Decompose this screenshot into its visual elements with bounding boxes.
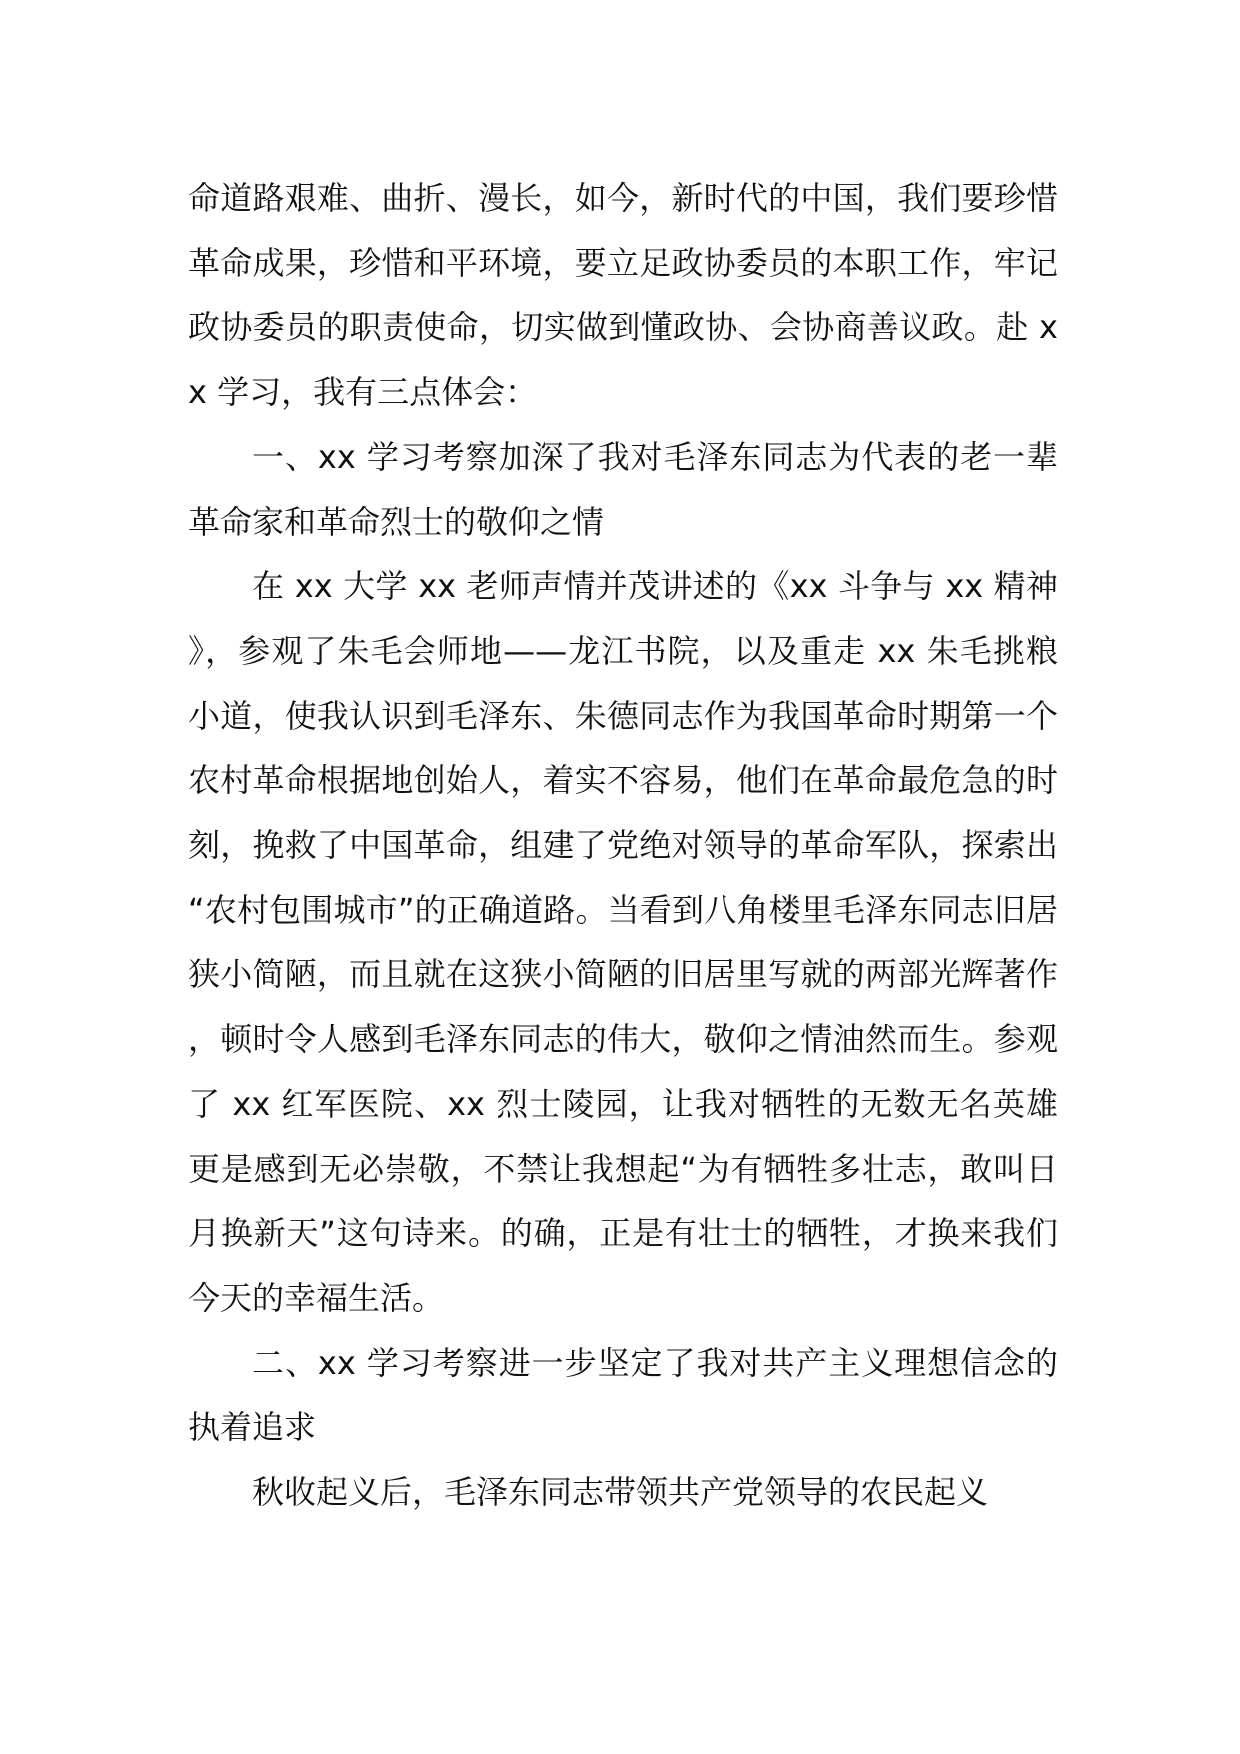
section-heading-two: 二、xx 学习考察进一步坚定了我对共产主义理想信念的执着追求 xyxy=(188,1343,1058,1447)
document-body xyxy=(188,166,1058,1525)
paragraph-section-two-body: 秋收起义后，毛泽东同志带领共产党领导的农民起义 xyxy=(252,1473,989,1512)
section-heading-one: 一、xx 学习考察加深了我对毛泽东同志为代表的老一辈革命家和革命烈士的敬仰之情 xyxy=(188,437,1058,541)
paragraph-section-one-body: 在 xx 大学 xx 老师声情并茂讲述的《xx 斗争与 xx 精神》，参观了朱毛会师地——龙江书院，以及重走 xx 朱毛挑粮小道，使我认识到毛泽东、朱德同志作为我国革命时期第一个农村革命根据地创始人，着实不容易，他们在革命最危急的时刻，挽救了中国革命，组建了党绝对领导的革命军队，探索出“农村包围城市”的正确道路。当看到八角楼里毛泽东同志旧居狭小简陋，而且就在这狭小简陋的旧居里写就的两部光辉著作，顿时令人感到毛泽东同志的伟大，敬仰之情油然而生。参观了 xx 红军医院、xx 烈士陵园，让我对牺牲的无数无名英雄更是感到无必崇敬，不禁让我想起“为有牺牲多壮志，敢叫日月换新天”这句诗来。的确，正是有壮士的牺牲，才换来我们今天的幸福生活。 xyxy=(188,567,1058,1317)
paragraph-intro-continued: 命道路艰难、曲折、漫长，如今，新时代的中国，我们要珍惜革命成果，珍惜和平环境，要立足政协委员的本职工作，牢记政协委员的职责使命，切实做到懂政协、会协商善议政。赴 xx 学习，我有三点体会： xyxy=(188,179,1058,412)
